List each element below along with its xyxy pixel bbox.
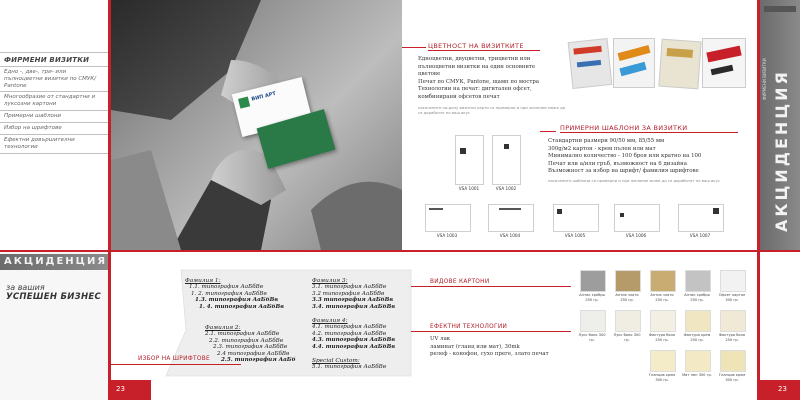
templates-line: Печат или а/или гръб, възможност на 6 дизайна [548,160,687,167]
right-red-bar [757,0,760,250]
font-sample: 2.5. типография АаБб [221,357,296,363]
swatch-color [650,350,676,372]
font-sample: 5.1. типография АаБбВв [312,364,386,370]
template-code: VSA 1001 [458,186,480,191]
menu-rule [0,91,108,92]
sample-cards-1 [568,38,613,89]
swatch-color [720,270,746,292]
menu-rule [0,122,108,123]
cardboard-label: ВИДОВЕ КАРТОНИ [430,279,490,285]
effects-line: ламинат (гланц или мат), 30mk [430,343,520,350]
effects-line: релеф - конофон, сухо преге, злато печат [430,351,549,357]
menu-rule-top [0,52,108,53]
template-vsa-1002 [492,135,521,185]
connector-line-templates [540,131,556,132]
swatch-label: Лукс бяло 300 гр. [578,333,606,342]
swatch-label: Антик злато 250 гр. [650,293,674,302]
swatch [650,270,676,292]
template-vsa-1004 [488,204,534,232]
page-number-left: 23 [116,385,125,393]
templates-section-text [548,138,748,176]
swatch-color [685,350,711,372]
tagline-big: УСПЕШЕН БИЗНЕС [6,292,102,302]
swatch [650,350,676,372]
font-sample: 3.3 типография АаБбВв [312,297,394,303]
swatch [650,310,676,332]
font-sample: 2.3. типография АаБбВв [213,344,287,350]
templates-line: Възможност за избор на шрифт/ фамилия шрифтове [548,168,699,174]
fonts-label-line [111,364,241,365]
heading-underline [428,50,540,51]
tagline-small: за вашия [6,283,45,292]
font-family-1 [185,278,284,310]
menu-rule [0,66,108,67]
font-sample: 2.4 типография АаБбВв [217,350,290,357]
swatch-label: Мат лен 300 гр. [682,373,712,377]
templates-line: Минимално количество - 100 броя или кратно на 100 [548,153,702,159]
sidebar-item-effects: Ефектни довършителни технологии [4,137,75,150]
page-number-right: 23 [778,385,787,393]
swatch-color [615,270,641,292]
swatch [685,350,711,372]
font-sample: 3.1. типография АаБбВв [312,284,386,290]
color-line: пълноцветни визитки на един основните [418,63,536,70]
color-section-heading: ЦВЕТНОСТ НА ВИЗИТКИТЕ [428,42,524,50]
effects-line: UV лак [430,336,451,342]
swatch [615,310,641,332]
effects-label-line [411,331,571,332]
font-sample: 3.4. типография АаБбВв [312,303,396,310]
templates-line: 300g/м2 картон - крем пълен или мат [548,145,656,152]
font-sample: 2.2. типография АаБбВв [209,337,283,344]
sidebar-item-fonts: Избор на шрифтове [4,125,62,131]
swatch-grid [575,262,757,398]
side-title-panel [760,0,800,250]
sample-cards-4 [702,38,746,88]
fonts-label: ИЗБОР НА ШРИФТОВЕ [138,356,210,362]
font-family-3 [312,278,395,310]
template-code: VSA 1003 [436,233,458,238]
effects-label: ЕФЕКТНИ ТЕХНОЛОГИИ [430,324,508,330]
swatch [720,310,746,332]
font-sample: 1. 4. типография АаБбВв [199,303,284,310]
cardboard-label-line [411,286,571,287]
template-code: VSA 1005 [564,233,586,238]
template-vsa-1005 [553,204,599,232]
swatch-color [685,270,711,292]
swatch [720,350,746,372]
swatch-label: Антик сребро 250 гр. [579,293,605,302]
handshake-photo [111,0,402,250]
font-family-4 [312,318,395,350]
swatch-label: Антик злато 250 гр. [615,293,639,302]
sidebar-item-color: Едно -, две-, три- или пълноцветни визитки по СМУК/ Pantone [4,69,97,89]
sample-cards-2 [613,38,655,88]
font-family-special [312,358,386,371]
sidebar-item-templates: Примерни шаблони [4,113,61,119]
menu-rule [0,110,108,111]
swatch-label: Фактура бяло 250 гр. [718,333,746,342]
font-sample: 4.2. типография АаБбВв [312,330,386,337]
swatch-label: Гланцов крем 300 гр. [718,373,746,382]
font-sample: 4.3. типография АаБбВв [312,337,396,343]
side-vertical-title: АКЦИДЕНЦИЯ [772,69,791,232]
color-line: цветове [418,71,441,77]
font-sample: 2.1. типография АаБбВв [205,331,279,337]
templates-section-heading: ПРИМЕРНИ ШАБЛОНИ ЗА ВИЗИТКИ [560,124,688,132]
swatch-color [720,350,746,372]
swatch-color [685,310,711,332]
color-line: комбинирани офсетов печат [418,93,500,100]
sample-cards-3 [658,39,701,90]
template-code: VSA 1007 [689,233,711,238]
effects-text [430,336,580,359]
color-line: Технологии на печат: дигитален офсет, [418,86,532,92]
font-sample: 1.3. типография АаБбВв [195,297,279,303]
sidebar-title: ФИРМЕНИ ВИЗИТКИ [4,56,90,64]
swatch-label: Фактура бяло 250 гр. [648,333,676,342]
swatch [685,310,711,332]
family-title: Фамилия 1: [185,278,221,284]
swatch-color [615,310,641,332]
swatch-color [720,310,746,332]
swatch [615,270,641,292]
color-line: Едноцветни, двуцветни, трицветни или [418,56,531,62]
swatch-label: Офсет картон 300 гр. [718,293,746,302]
font-sample: 4.1. типография АаБбВв [312,324,386,330]
swatch-label: Фактура крем 250 гр. [683,333,711,342]
swatch-color [650,270,676,292]
card-logo-icon [238,97,250,109]
template-vsa-1006 [614,204,660,232]
swatch-label: Лукс бяло 300 гр. [613,333,641,342]
right-red-bar-bottom [757,252,760,400]
templates-line: Стандартни размери 90/50 мм, 85/55 мм [548,138,665,144]
family-title: Special Custom: [312,358,360,364]
side-vertical-sub: ФИРМЕНИ ВИЗИТКИ [762,58,767,100]
family-title: Фамилия 4: [312,318,348,324]
swatch [580,310,606,332]
connector-line-color [402,47,426,48]
template-vsa-1007 [678,204,724,232]
font-sample: 1.1. типография АаБбВв [189,284,263,290]
template-code: VSA 1002 [495,186,517,191]
family-title: Фамилия 3: [312,278,348,284]
templates-section-note: посочените шаблони са примерни и при желание може да се доработят по ваш вкус [548,178,720,183]
color-section-note: посочените по-долу визитни карти са примерни и при желание може да се доработят по ваш вкус [418,105,566,115]
banner-title: АКЦИДЕНЦИЯ [4,256,108,267]
heading-underline [560,132,738,133]
swatch-label: Антик сребро 250 гр. [684,293,710,302]
color-line: Печат по СМУК, Pantone, щамп по мостра [418,78,540,85]
template-code: VSA 1006 [625,233,647,238]
swatch-color [650,310,676,332]
swatch [580,270,606,292]
bottom-left-panel [0,252,111,400]
template-code: VSA 1004 [499,233,521,238]
sidebar-item-cardboards: Многообразие от стандартни и луксозни картони [4,94,96,107]
template-vsa-1003 [425,204,471,232]
font-sample: 3.2 типография АаБбВв [312,290,385,297]
family-title: Фамилия 2: [205,325,241,331]
font-sample: 4.4. типография АаБбВв [312,343,396,350]
color-section-text [418,56,563,101]
swatch [720,270,746,292]
template-vsa-1001 [455,135,484,185]
swatch-color [580,270,606,292]
swatch-color [580,310,606,332]
menu-rule [0,134,108,135]
font-sample: 1. 2. типография АаБбВв [191,290,267,297]
font-family-2 [205,325,296,364]
swatch [685,270,711,292]
menu-rule [0,153,108,154]
card-brand: ВИП АРТ [250,90,277,103]
swatch-label: Гланцов крем 300 гр. [648,373,676,382]
